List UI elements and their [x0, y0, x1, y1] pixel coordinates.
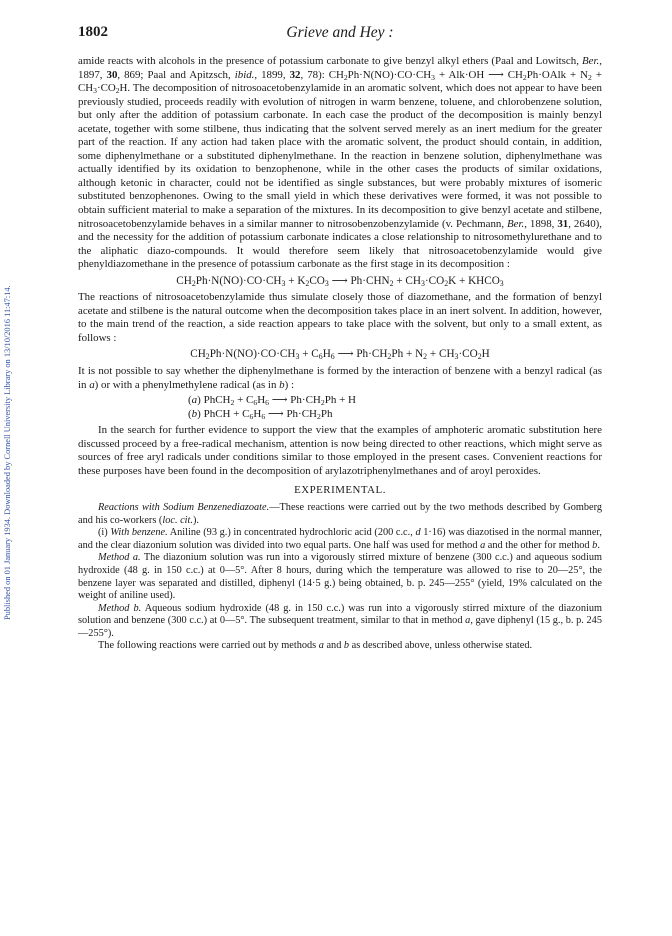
- paragraph: The following reactions were carried out by methods a and b as described above, unless otherwise stated.: [98, 640, 533, 652]
- paragraph: Method b. Aqueous sodium hydroxide (48 g. in 150 c.c.) was run into a vigorously stirred mixture of the diazonium solution and benzene (300 c.c.) at 0—5°. The subsequent treatment, similar to that in method a, gave diphenyl (15 g., b. p. 245—255°).: [78, 602, 602, 639]
- section-heading: EXPERIMENTAL.: [294, 484, 386, 497]
- paragraph: amide reacts with alcohols in the presence of potassium carbonate to give benzyl alkyl ethers (Paal and Lowitsch, Ber., 1897, 30, 869; Paal and Apitzsch, ibid., 1899, 32, 78): $CH_2Ph\cdot N(NO)\cdot CO\cdot CH_3 + Alk\cdot OH$ ⟶ $CH_2Ph\cdot OAlk + N_2 + CH_3\cdot CO_2H$. The decomposition of nitrosoacetobenzylamide in an aromatic solvent, which does not appear to have been previously studied, proceeds readily with evolution of nitrogen in warm benzene, toluene, and chlorobenzene solution, but only after the addition of potassium carbonate. In each case the product of the decomposition is mainly benzyl acetate, together with some stilbene, thus indicating that the solvent served merely as an inert medium for the greater part of the reaction. If any action had taken place with the aromatic solvent, the product should contain, in addition, some diphenylmethane or a substituted diphenylmethane. In the reaction in benzene solution, diphenylmethane was actually identified by its oxidation to benzophenone, while in the other cases the products of similar oxidations, although ketonic in character, could not be identified as single substances, but were probably mixtures of isomeric substituted benzophenones. Owing to the small yield in which these derivatives were formed, it was not possible to obtain sufficient material to make a separation of the mixtures. In its decomposition to give benzyl acetate and stilbene, nitrosoacetobenzylamide behaves in a similar manner to nitrosobenzobenzylamide (v. Pechmann, Ber., 1898, 31, 2640), and the necessity for the addition of potassium carbonate indicates a close relationship to nitrosomethylurethane and to the aliphatic diazo-compounds. It would therefore seem likely that nitrosoacetobenzylamide would give phenyldiazomethane in the presence of potassium carbonate as the first stage in its decomposition :: [78, 55, 603, 271]
- paragraph: It is not possible to say whether the diphenylmethane is formed by the interaction of benzene with a benzyl radical (as in a) or with a phenylmethylene radical (as in b) :: [78, 365, 602, 391]
- download-watermark-link[interactable]: Published on 01 January 1934. Downloaded by Cornell University Library on 13/10/2016 11:47:14.: [3, 285, 12, 620]
- article-body: [78, 55, 602, 653]
- paragraph: The reactions of nitrosoacetobenzylamide thus simulate closely those of diazomethane, and the formation of benzyl acetate and stilbene is the natural outcome when the decomposition takes place in an inert solvent. In addition, however, to the main trend of the reaction, a side reaction appears to take place with the solvent, but only to a small extent, as follows :: [78, 291, 602, 344]
- paragraph: (i) With benzene. Aniline (93 g.) in concentrated hydrochloric acid (200 c.c., d 1·16) was diazotised in the normal manner, and the clear diazonium solution was divided into two equal parts. One half was used for method a and the other for method b.: [78, 527, 602, 551]
- equation: $CH_2Ph\cdot N(NO)\cdot CO\cdot CH_3 + K_2CO_3$ ⟶ $Ph\cdot CHN_2 + CH_3\cdot CO_2K$ + $KHCO_3$: [176, 274, 504, 288]
- equation: (a) PhCH$_2$ + $C_6H_6$ ⟶ $Ph\cdot CH_2Ph + H$: [188, 394, 356, 408]
- equation: (b) PhCH + $C_6H_6$ ⟶ $Ph\cdot CH_2Ph$: [188, 407, 333, 421]
- paragraph: In the search for further evidence to support the view that the examples of amphoteric aromatic substitution here discussed proceed by a free-radical mechanism, attention is now being directed to other reactions, which might serve as sources of free aryl radicals under conditions similar to those employed in the present cases. Convenient reactions for these purposes have been found in the decomposition of arylazotriphenylmethanes and of aroyl peroxides.: [78, 424, 602, 477]
- paragraph: Reactions with Sodium Benzenediazoate.—These reactions were carried out by the two methods described by Gomberg and his co-workers (loc. cit.).: [78, 501, 603, 526]
- equation: $CH_2Ph\cdot N(NO)\cdot CO\cdot CH_3 + C_6H_6$ ⟶ $Ph\cdot CH_2Ph + N_2 + CH_3\cdot CO_2H$: [190, 348, 490, 362]
- running-title: Grieve and Hey :: [286, 24, 394, 41]
- paragraph: Method a. The diazonium solution was run into a vigorously stirred mixture of benzene (300 c.c.) and aqueous sodium hydroxide (48 g. in 150 c.c.) at 0—5°. After 8 hours, during which the temperature was allowed to rise to 20—25°, the benzene layer was separated and distilled, diphenyl (14·5 g.) being obtained, b. p. 245—255° (yield, 19% calculated on the weight of aniline used).: [78, 552, 602, 602]
- page-header: [78, 24, 602, 46]
- page-number: 1802: [78, 24, 108, 40]
